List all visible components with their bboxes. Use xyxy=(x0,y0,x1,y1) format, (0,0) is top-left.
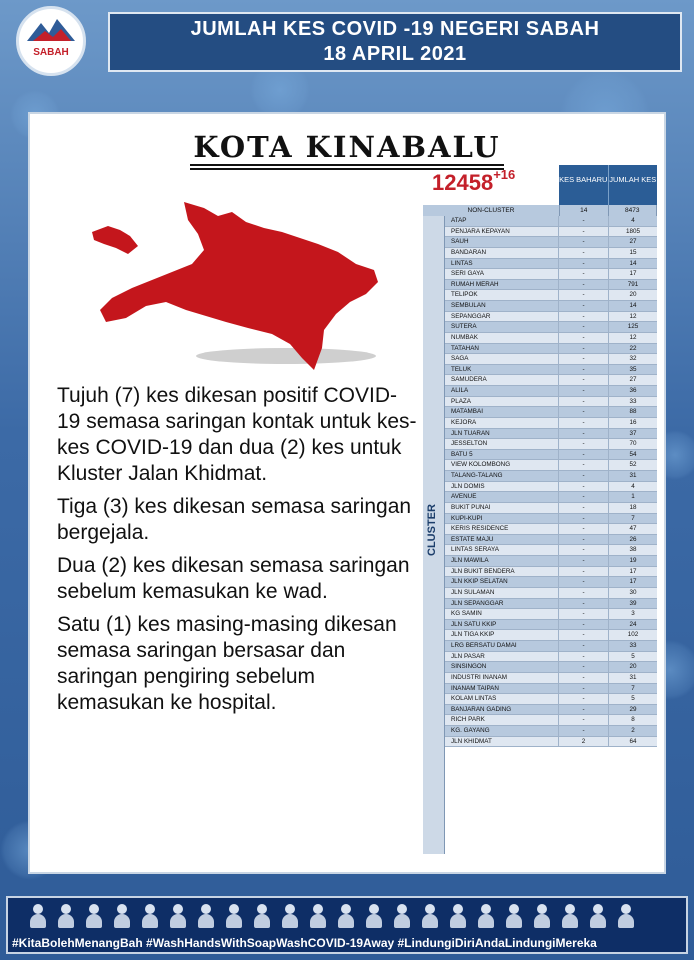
cluster-total: 14 xyxy=(629,302,637,309)
table-row xyxy=(445,269,657,280)
cluster-new: - xyxy=(559,471,609,481)
cluster-name: SAUH xyxy=(445,237,559,247)
cluster-name: JLN SULAMAN xyxy=(445,588,559,598)
cluster-name: MATAMBAI xyxy=(445,407,559,417)
cluster-new: - xyxy=(559,630,609,640)
district-total xyxy=(432,167,516,196)
non-cluster-new: 14 xyxy=(560,205,609,216)
table-row xyxy=(445,514,657,525)
frontliner-person-icon xyxy=(58,904,74,930)
cluster-new: - xyxy=(559,577,609,587)
cluster-total: 7 xyxy=(631,514,635,522)
cluster-name: RUMAH MERAH xyxy=(445,280,559,290)
cluster-new: - xyxy=(559,482,609,492)
cluster-name: BATU 5 xyxy=(445,450,559,460)
cluster-total: 5 xyxy=(631,695,635,703)
new-increase: +16 xyxy=(493,167,516,182)
cluster-name: JLN TIGA KKIP xyxy=(445,630,559,640)
frontliner-person-icon xyxy=(366,904,382,930)
table-row xyxy=(445,386,657,397)
cluster-new: 2 xyxy=(559,737,609,747)
table-row xyxy=(445,503,657,514)
cluster-new: - xyxy=(559,705,609,715)
cluster-new: - xyxy=(559,545,609,555)
cluster-total: 15 xyxy=(629,248,637,256)
cluster-total: 70 xyxy=(629,440,637,448)
table-row xyxy=(445,259,657,270)
cluster-name: KOLAM LINTAS xyxy=(445,694,559,704)
cluster-name: TALANG-TALANG xyxy=(445,471,559,481)
table-row xyxy=(445,567,657,578)
cluster-new: - xyxy=(559,652,609,662)
cluster-total: 102 xyxy=(627,631,639,639)
cluster-name: JLN SEPANGGAR xyxy=(445,599,559,609)
cluster-total: 1 xyxy=(631,493,635,501)
cluster-total: 39 xyxy=(629,599,637,607)
cluster-table xyxy=(445,216,657,747)
cluster-new: - xyxy=(559,662,609,672)
logo-text: SABAH xyxy=(33,47,69,58)
cluster-name: LINTAS SERAYA xyxy=(445,545,559,555)
cluster-name: KG. GAYANG xyxy=(445,726,559,736)
table-row xyxy=(445,365,657,376)
frontliner-person-icon xyxy=(86,904,102,930)
cluster-name: JLN DOMIS xyxy=(445,482,559,492)
footer-hashtags: #KitaBolehMenangBah #WashHandsWithSoapWashCOVID-19Away #LindungiDiriAndaLindungiMereka xyxy=(12,936,597,950)
table-row xyxy=(445,216,657,227)
cluster-name: JLN KKIP SELATAN xyxy=(445,577,559,587)
table-row xyxy=(445,652,657,663)
table-row xyxy=(445,556,657,567)
cluster-name: JLN MAWILA xyxy=(445,556,559,566)
frontliner-person-icon xyxy=(618,904,634,930)
cluster-name: RICH PARK xyxy=(445,715,559,725)
cluster-total: 2 xyxy=(631,727,635,734)
cluster-total: 88 xyxy=(629,408,637,416)
cluster-total: 31 xyxy=(629,673,637,681)
cluster-new: - xyxy=(559,216,609,226)
title-underline xyxy=(190,164,504,166)
frontliner-person-icon xyxy=(534,904,550,930)
cluster-name: ALILA xyxy=(445,386,559,396)
table-row xyxy=(445,599,657,610)
table-row xyxy=(445,397,657,408)
cluster-total: 33 xyxy=(629,642,637,649)
table-row xyxy=(445,237,657,248)
cluster-total: 18 xyxy=(629,503,637,511)
frontliner-figures xyxy=(30,904,634,930)
cluster-name: ATAP xyxy=(445,216,559,226)
cluster-name: VIEW KOLOMBONG xyxy=(445,460,559,470)
cluster-new: - xyxy=(559,641,609,651)
cluster-new: - xyxy=(559,301,609,311)
cluster-total: 17 xyxy=(629,578,637,586)
cluster-total: 47 xyxy=(629,525,637,533)
table-row xyxy=(445,545,657,556)
cluster-new: - xyxy=(559,460,609,470)
cluster-name: TELUK xyxy=(445,365,559,375)
cluster-new: - xyxy=(559,524,609,534)
table-row xyxy=(445,322,657,333)
cluster-new: - xyxy=(559,322,609,332)
cluster-total: 12 xyxy=(629,333,637,341)
description-paragraph: Tujuh (7) kes dikesan positif COVID-19 semasa saringan kontak untuk kes-kes COVID-19 dan dua (2) kes untuk Kluster Jalan Khidmat. xyxy=(57,384,417,485)
table-row xyxy=(445,705,657,716)
table-row xyxy=(445,737,657,748)
cluster-name: INDUSTRI INANAM xyxy=(445,673,559,683)
table-row xyxy=(445,471,657,482)
cluster-total: 26 xyxy=(629,535,637,543)
cluster-name: BANJARAN GADING xyxy=(445,705,559,715)
page-date: 18 APRIL 2021 xyxy=(323,43,467,65)
district-title: KOTA KINABALU xyxy=(193,130,501,164)
frontliner-person-icon xyxy=(590,904,606,930)
table-row xyxy=(445,312,657,323)
cluster-name: ESTATE MAJU xyxy=(445,535,559,545)
cluster-total: 38 xyxy=(629,546,637,554)
cluster-total: 3 xyxy=(631,610,635,618)
cluster-new: - xyxy=(559,715,609,725)
frontliner-person-icon xyxy=(170,904,186,930)
cluster-name: SUTERA xyxy=(445,322,559,332)
cluster-new: - xyxy=(559,726,609,736)
cluster-new: - xyxy=(559,429,609,439)
footer-banner xyxy=(6,896,688,954)
cluster-total: 12 xyxy=(629,312,637,320)
description-paragraph: Tiga (3) kes dikesan semasa saringan bergejala. xyxy=(57,495,412,544)
cluster-total: 14 xyxy=(629,259,637,267)
frontliner-person-icon xyxy=(394,904,410,930)
cluster-new: - xyxy=(559,609,609,619)
cluster-total: 17 xyxy=(629,270,637,278)
cluster-new: - xyxy=(559,312,609,322)
description-paragraph: Satu (1) kes masing-masing dikesan semasa saringan bersasar dan saringan pengiring sebelum kemasukan ke hospital. xyxy=(57,613,397,714)
table-row xyxy=(445,227,657,238)
page-title: JUMLAH KES COVID -19 NEGERI SABAH xyxy=(190,18,600,40)
cluster-new: - xyxy=(559,535,609,545)
table-row xyxy=(445,662,657,673)
frontliner-person-icon xyxy=(310,904,326,930)
cluster-name: BANDARAN xyxy=(445,248,559,258)
column-header-new: KES BAHARU xyxy=(559,165,609,205)
cluster-total: 32 xyxy=(629,355,637,363)
frontliner-person-icon xyxy=(422,904,438,930)
cluster-new: - xyxy=(559,439,609,449)
cluster-total: 125 xyxy=(627,323,639,331)
cluster-name: PLAZA xyxy=(445,397,559,407)
cluster-total: 19 xyxy=(629,557,637,564)
table-row xyxy=(445,290,657,301)
frontliner-person-icon xyxy=(254,904,270,930)
cluster-total: 33 xyxy=(629,397,637,405)
cluster-new: - xyxy=(559,418,609,428)
cluster-name: KUPI-KUPI xyxy=(445,514,559,524)
cluster-side-label xyxy=(423,216,445,854)
table-row xyxy=(445,524,657,535)
cluster-new: - xyxy=(559,567,609,577)
cluster-name: NUMBAK xyxy=(445,333,559,343)
cluster-total: 4 xyxy=(631,482,635,490)
cluster-total: 30 xyxy=(629,588,637,596)
cluster-total: 8 xyxy=(631,716,635,724)
cluster-total: 7 xyxy=(631,684,635,692)
cluster-total: 29 xyxy=(629,705,637,713)
cluster-new: - xyxy=(559,407,609,417)
cluster-new: - xyxy=(559,259,609,269)
non-cluster-row xyxy=(423,205,657,216)
cluster-name: TATAHAN xyxy=(445,344,559,354)
cluster-name: LINTAS xyxy=(445,259,559,269)
cluster-new: - xyxy=(559,503,609,513)
cluster-name: KG SAMIN xyxy=(445,609,559,619)
frontliner-person-icon xyxy=(282,904,298,930)
table-row xyxy=(445,375,657,386)
table-row xyxy=(445,301,657,312)
table-row xyxy=(445,418,657,429)
table-row xyxy=(445,620,657,631)
cluster-new: - xyxy=(559,694,609,704)
frontliner-person-icon xyxy=(142,904,158,930)
table-row xyxy=(445,492,657,503)
table-row xyxy=(445,248,657,259)
kota-kinabalu-map-icon xyxy=(86,198,396,378)
cluster-total: 52 xyxy=(629,461,637,469)
cluster-new: - xyxy=(559,354,609,364)
table-row xyxy=(445,344,657,355)
cluster-new: - xyxy=(559,375,609,385)
cluster-name: JLN KHIDMAT xyxy=(445,737,559,747)
cluster-new: - xyxy=(559,556,609,566)
cluster-total: 17 xyxy=(629,567,637,575)
table-row xyxy=(445,694,657,705)
cluster-new: - xyxy=(559,344,609,354)
cluster-label: CLUSTER xyxy=(426,504,438,556)
frontliner-person-icon xyxy=(478,904,494,930)
cluster-name: SEMBULAN xyxy=(445,301,559,311)
cluster-new: - xyxy=(559,333,609,343)
cluster-name: JESSELTON xyxy=(445,439,559,449)
cluster-name: INANAM TAIPAN xyxy=(445,684,559,694)
cluster-total: 16 xyxy=(629,418,637,426)
cluster-total: 36 xyxy=(629,387,637,394)
cluster-new: - xyxy=(559,599,609,609)
cluster-name: SAGA xyxy=(445,354,559,364)
cluster-new: - xyxy=(559,365,609,375)
cluster-new: - xyxy=(559,514,609,524)
table-row xyxy=(445,684,657,695)
cluster-total: 35 xyxy=(629,365,637,373)
table-row xyxy=(445,609,657,620)
cluster-name: JLN BUKIT BENDERA xyxy=(445,567,559,577)
cluster-name: SEPANGGAR xyxy=(445,312,559,322)
sabah-health-logo-icon xyxy=(16,6,86,76)
cluster-total: 27 xyxy=(629,238,637,246)
table-row xyxy=(445,407,657,418)
table-row xyxy=(445,450,657,461)
table-row xyxy=(445,429,657,440)
table-header xyxy=(559,165,657,205)
cluster-name: AVENUE xyxy=(445,492,559,502)
frontliner-person-icon xyxy=(338,904,354,930)
cluster-name: KERIS RESIDENCE xyxy=(445,524,559,534)
cluster-name: SAMUDERA xyxy=(445,375,559,385)
cluster-name: SERI GAYA xyxy=(445,269,559,279)
cluster-total: 5 xyxy=(631,652,635,660)
frontliner-person-icon xyxy=(114,904,130,930)
frontliner-person-icon xyxy=(198,904,214,930)
cluster-name: LRG BERSATU DAMAI xyxy=(445,641,559,651)
cluster-new: - xyxy=(559,280,609,290)
table-row xyxy=(445,439,657,450)
table-row xyxy=(445,354,657,365)
cluster-total: 791 xyxy=(627,280,639,288)
cluster-name: BUKIT PUNAI xyxy=(445,503,559,513)
cluster-new: - xyxy=(559,227,609,237)
cluster-total: 4 xyxy=(631,217,635,224)
cluster-name: PENJARA KEPAYAN xyxy=(445,227,559,237)
cluster-new: - xyxy=(559,269,609,279)
cluster-total: 37 xyxy=(629,429,637,437)
frontliner-person-icon xyxy=(226,904,242,930)
cluster-new: - xyxy=(559,492,609,502)
table-row xyxy=(445,641,657,652)
cluster-new: - xyxy=(559,397,609,407)
description-paragraph: Dua (2) kes dikesan semasa saringan sebelum kemasukan ke wad. xyxy=(57,554,410,603)
non-cluster-total: 8473 xyxy=(609,205,658,216)
cluster-name: KEJORA xyxy=(445,418,559,428)
frontliner-person-icon xyxy=(450,904,466,930)
table-row xyxy=(445,577,657,588)
cluster-name: JLN TUARAN xyxy=(445,429,559,439)
cluster-new: - xyxy=(559,386,609,396)
cluster-new: - xyxy=(559,684,609,694)
frontliner-person-icon xyxy=(562,904,578,930)
cluster-total: 54 xyxy=(629,450,637,458)
cluster-new: - xyxy=(559,588,609,598)
non-cluster-label: NON-CLUSTER xyxy=(423,205,560,216)
frontliner-person-icon xyxy=(30,904,46,930)
cluster-total: 64 xyxy=(629,737,637,745)
cluster-total: 27 xyxy=(629,376,637,384)
table-row xyxy=(445,482,657,493)
cluster-new: - xyxy=(559,290,609,300)
cluster-total: 22 xyxy=(629,344,637,352)
column-header-total: JUMLAH KES xyxy=(609,175,657,184)
cluster-total: 24 xyxy=(629,620,637,628)
table-row xyxy=(445,588,657,599)
cluster-new: - xyxy=(559,450,609,460)
cluster-new: - xyxy=(559,673,609,683)
cluster-name: SINSINGON xyxy=(445,662,559,672)
page-header xyxy=(108,12,682,72)
table-row xyxy=(445,726,657,737)
table-row xyxy=(445,333,657,344)
total-cases: 12458 xyxy=(432,170,494,195)
description-text xyxy=(57,383,417,723)
cluster-new: - xyxy=(559,248,609,258)
cluster-name: JLN SATU KKIP xyxy=(445,620,559,630)
table-row xyxy=(445,535,657,546)
cluster-total: 31 xyxy=(629,472,637,479)
cluster-total: 20 xyxy=(629,663,637,671)
table-row xyxy=(445,715,657,726)
table-row xyxy=(445,280,657,291)
cluster-new: - xyxy=(559,620,609,630)
cluster-new: - xyxy=(559,237,609,247)
cluster-total: 20 xyxy=(629,291,637,299)
table-row xyxy=(445,630,657,641)
cluster-total: 1805 xyxy=(625,227,640,235)
frontliner-person-icon xyxy=(506,904,522,930)
table-row xyxy=(445,460,657,471)
cluster-name: JLN PASAR xyxy=(445,652,559,662)
cluster-name: TELIPOK xyxy=(445,290,559,300)
table-row xyxy=(445,673,657,684)
